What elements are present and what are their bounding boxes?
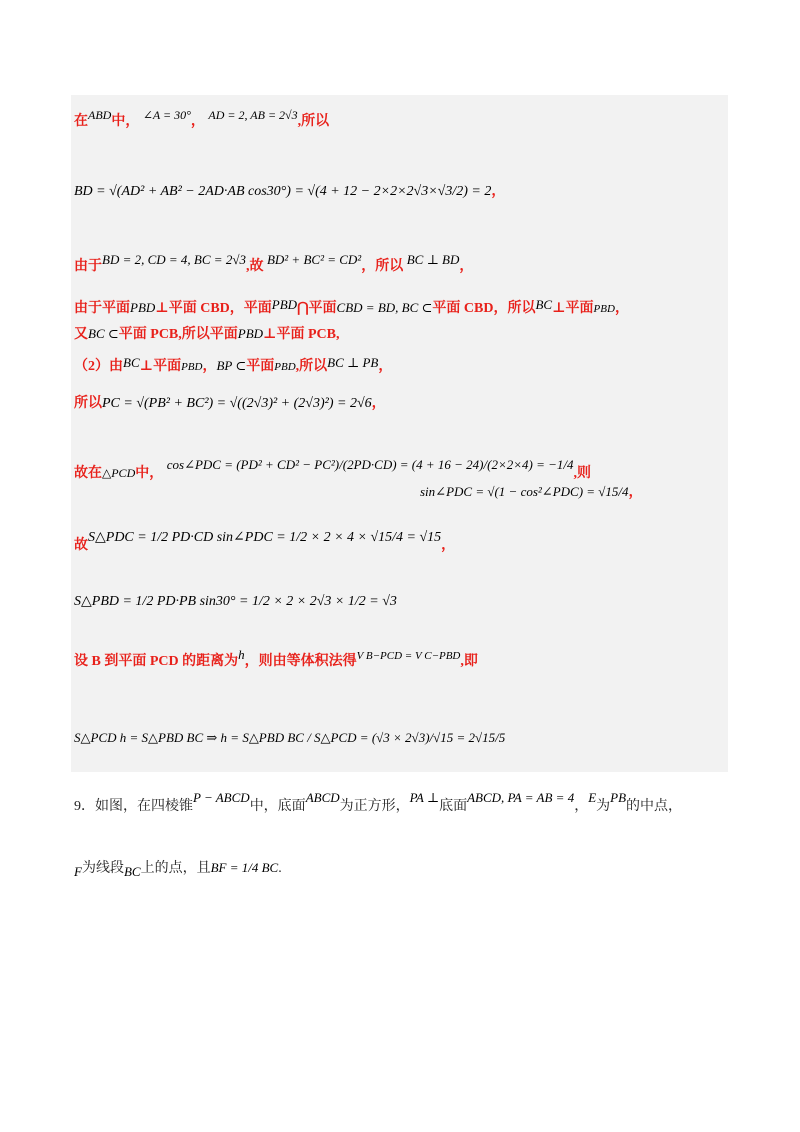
text: 平面 CBD，所以 — [432, 301, 536, 316]
solution-line-10 — [74, 592, 397, 612]
formula: BC — [123, 355, 140, 370]
formula: BD = √(AD² + AB² − 2AD·AB cos30°) = √(4 + 12 − 2×2×2√3×√3/2) = 2 — [74, 184, 492, 199]
solution-line-5 — [74, 324, 340, 345]
text: 平面 — [246, 359, 275, 374]
formula: BC ⊥ BD — [406, 252, 460, 267]
formula: PC = √(PB² + BC²) = √((2√3)² + (2√3)²) = 2√6 — [102, 396, 372, 411]
formula: S△PDC = 1/2 PD·CD sin∠PDC = 1/2 × 2 × 4 × √15/4 = √15 — [88, 530, 442, 545]
formula: PBD — [237, 326, 264, 341]
solution-line-7 — [74, 394, 386, 414]
text: 在 — [74, 114, 88, 129]
formula: cos∠PDC = (PD² + CD² − PC²)/(2PD·CD) = (4 + 16 − 24)/(2×2×4) = −1/4 — [166, 457, 574, 472]
solution-line-4 — [74, 295, 629, 319]
text: ，所以 — [361, 259, 404, 274]
question-9-line-1 — [74, 788, 682, 817]
solution-line-2 — [74, 182, 505, 202]
text: ,即 — [460, 654, 478, 669]
formula: V B−PCD = V C−PBD — [356, 650, 461, 662]
formula: P − ABCD — [193, 790, 250, 805]
text: ,所以 — [295, 359, 328, 374]
formula: BC ⊥ PB — [327, 355, 379, 370]
text: （2）由 — [74, 359, 123, 374]
text: 底面 — [439, 799, 468, 814]
formula: CBD = BD, BC ⊂ — [336, 300, 433, 315]
formula: sin∠PDC = √(1 − cos²∠PDC) = √15/4 — [420, 484, 629, 499]
text: ， — [614, 301, 629, 316]
text: 平面 PCB,所以平面 — [118, 327, 238, 342]
text: ， — [190, 114, 205, 129]
formula: F — [74, 864, 82, 879]
text: ⊥平面 — [139, 359, 182, 374]
formula: E — [588, 790, 597, 805]
text: 为 — [596, 799, 611, 814]
text: 设 B 到平面 PCD 的距离为 — [74, 654, 239, 669]
text: 中， — [135, 466, 164, 481]
text: 由于平面 — [74, 301, 130, 316]
text: ⊥平面 — [552, 301, 594, 316]
formula: BP ⊂ — [216, 358, 247, 373]
formula: ABCD, PA = AB = 4 — [467, 790, 575, 805]
text: ， — [574, 799, 589, 814]
text: ， — [441, 538, 456, 553]
formula: ABD — [88, 108, 112, 122]
formula: PBD — [271, 297, 298, 312]
text: ， — [378, 359, 393, 374]
formula: BC — [123, 864, 141, 879]
text: ，则由等体积法得 — [244, 654, 357, 669]
formula: h — [238, 647, 245, 662]
text: 为线段 — [81, 861, 124, 876]
solution-line-8 — [74, 455, 591, 484]
solution-line-12 — [74, 728, 505, 749]
question-number: 9．如图，在四棱锥 — [74, 799, 193, 814]
formula: PB — [610, 790, 627, 805]
text: ， — [459, 259, 474, 274]
text: 由于 — [74, 259, 102, 274]
formula: BD = 2, CD = 4, BC = 2√3 — [102, 252, 246, 267]
formula: PBD — [274, 361, 296, 373]
formula: PBD — [130, 300, 156, 315]
text: 中， — [111, 114, 140, 129]
solution-line-6 — [74, 353, 392, 377]
text: ， — [628, 485, 643, 500]
formula: BC ⊂ — [88, 326, 119, 341]
question-9-line-2 — [74, 858, 282, 882]
solution-line-1 — [74, 105, 329, 132]
formula: △PCD — [102, 466, 136, 480]
formula: ∠A = 30° — [142, 108, 191, 122]
text: ,则 — [573, 466, 591, 481]
text: ， — [371, 396, 386, 411]
text: ⊥平面 CBD，平面 — [155, 301, 272, 316]
text: 为正方形， — [339, 799, 410, 814]
text: ， — [491, 184, 506, 199]
text: 又 — [74, 327, 88, 342]
formula: S△PCD h = S△PBD BC ⇒ h = S△PBD BC / S△PCD = (√3 × 2√3)/√15 = 2√15/5 — [74, 730, 506, 745]
text: ， — [202, 359, 217, 374]
text: ⋂平面 — [297, 301, 337, 316]
text: . — [278, 861, 282, 876]
text: 的中点， — [626, 799, 683, 814]
text: 故 — [74, 538, 88, 553]
formula: PA ⊥ — [409, 790, 440, 805]
solution-line-9 — [74, 528, 455, 556]
solution-line-8b — [420, 482, 643, 503]
formula: BD² + BC² = CD² — [266, 252, 362, 267]
solution-line-3 — [74, 250, 473, 277]
solution-line-11 — [74, 645, 478, 672]
formula: PBD — [181, 361, 203, 373]
formula: BC — [535, 297, 553, 312]
text: ⊥平面 PCB, — [263, 327, 340, 342]
text: 中，底面 — [249, 799, 306, 814]
text: 所以 — [74, 396, 102, 411]
formula: BF = 1/4 BC — [210, 860, 279, 875]
formula: PBD — [593, 303, 615, 315]
text: 故在 — [74, 466, 102, 481]
formula: ABCD — [305, 790, 340, 805]
text: ,所以 — [297, 114, 330, 129]
text: 上的点，且 — [140, 861, 211, 876]
formula: S△PBD = 1/2 PD·PB sin30° = 1/2 × 2 × 2√3 × 1/2 = √3 — [74, 594, 397, 609]
formula: AD = 2, AB = 2√3 — [208, 108, 298, 122]
text: ,故 — [245, 259, 264, 274]
